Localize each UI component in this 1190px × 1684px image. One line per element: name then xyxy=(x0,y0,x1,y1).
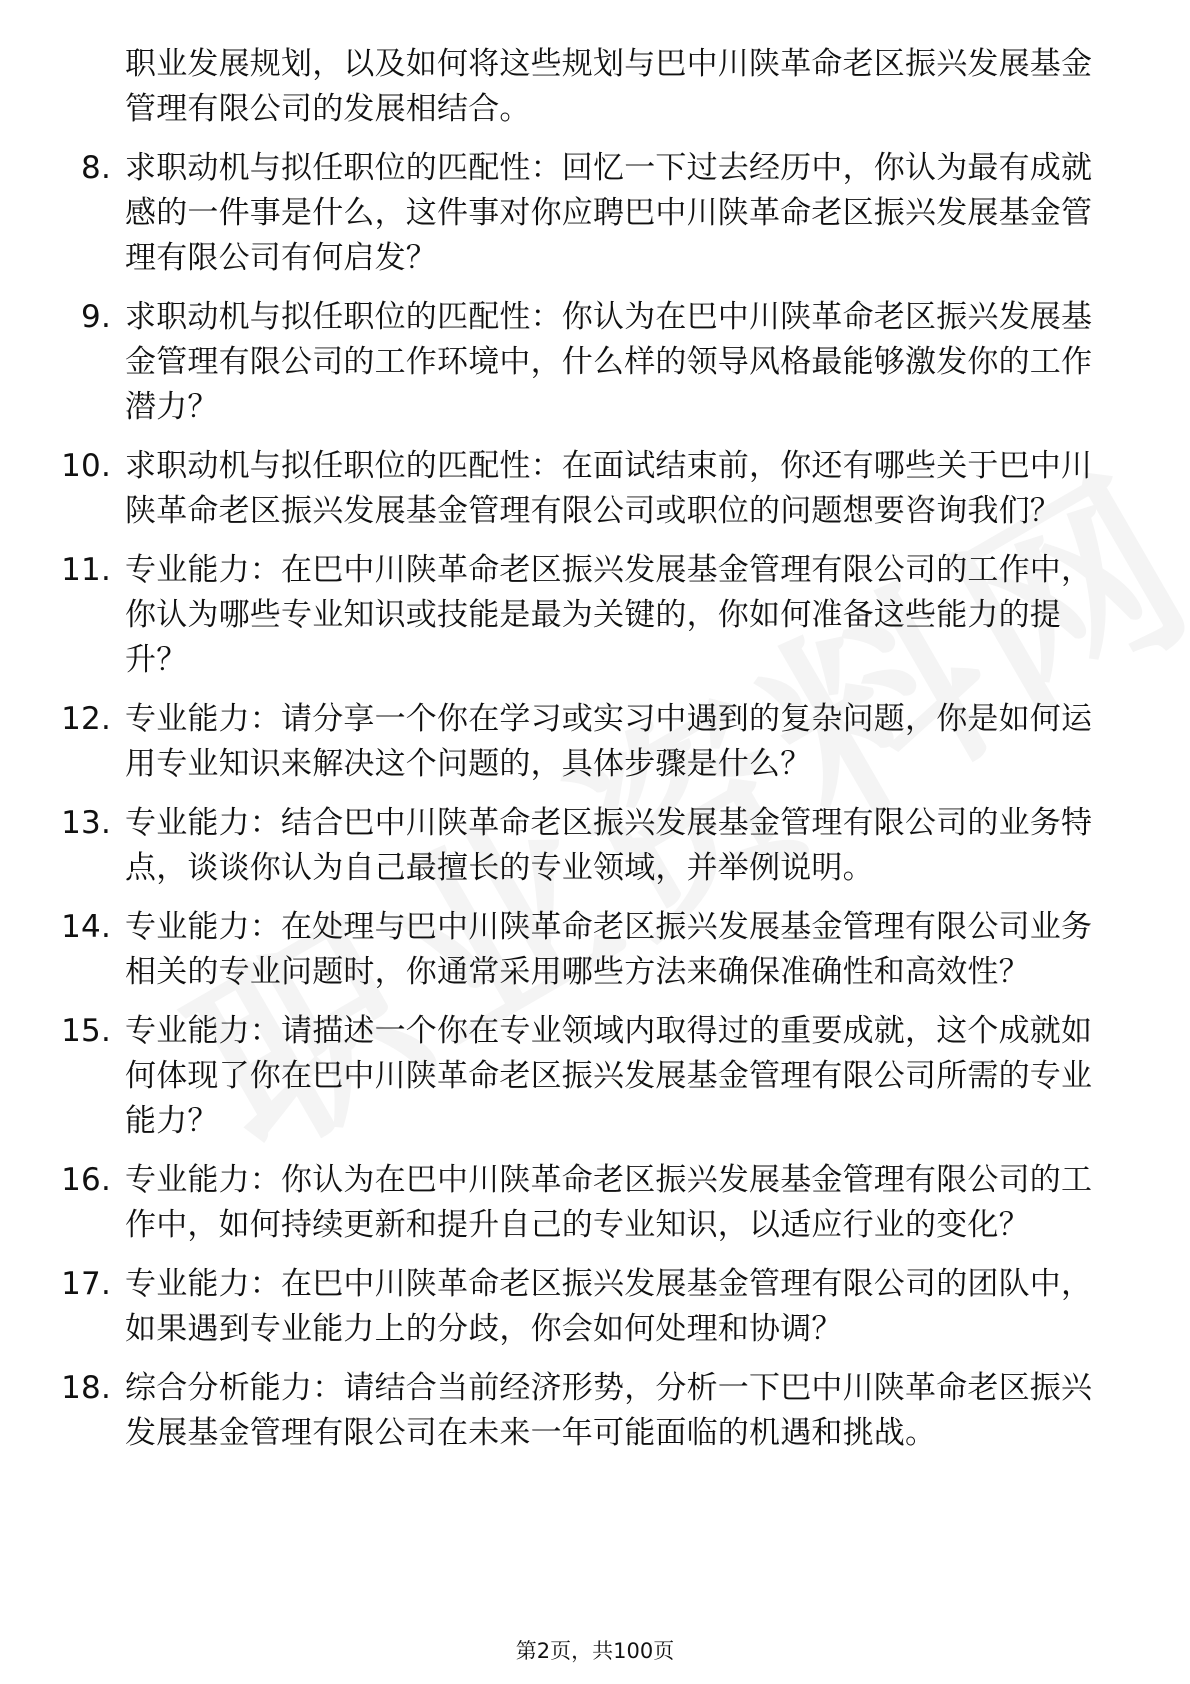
question-item xyxy=(60,1158,1120,1248)
question-number: 13. xyxy=(61,805,111,841)
question-text: 专业能力：在巴中川陕革命老区振兴发展基金管理有限公司的团队中，如果遇到专业能力上的分歧，你会如何处理和协调？ xyxy=(125,1266,1093,1347)
question-text: 综合分析能力：请结合当前经济形势，分析一下巴中川陕革命老区振兴发展基金管理有限公司在未来一年可能面临的机遇和挑战。 xyxy=(125,1370,1093,1451)
question-item xyxy=(60,1366,1120,1456)
question-number: 15. xyxy=(61,1013,111,1049)
question-text: 专业能力：在巴中川陕革命老区振兴发展基金管理有限公司的工作中，你认为哪些专业知识或技能是最为关键的，你如何准备这些能力的提升？ xyxy=(125,552,1093,678)
question-text: 专业能力：在处理与巴中川陕革命老区振兴发展基金管理有限公司业务相关的专业问题时，你通常采用哪些方法来确保准确性和高效性？ xyxy=(125,909,1093,990)
question-item xyxy=(60,444,1120,534)
question-number: 17. xyxy=(61,1266,111,1302)
question-number: 9. xyxy=(81,299,111,335)
question-text: 专业能力：结合巴中川陕革命老区振兴发展基金管理有限公司的业务特点，谈谈你认为自己最擅长的专业领域，并举例说明。 xyxy=(125,805,1093,886)
question-item xyxy=(60,146,1120,281)
intro-paragraph: 职业发展规划，以及如何将这些规划与巴中川陕革命老区振兴发展基金管理有限公司的发展相结合。 xyxy=(125,46,1093,127)
question-number: 8. xyxy=(81,150,111,186)
question-text: 专业能力：请分享一个你在学习或实习中遇到的复杂问题，你是如何运用专业知识来解决这个问题的，具体步骤是什么？ xyxy=(125,701,1093,782)
question-item xyxy=(60,1262,1120,1352)
question-item xyxy=(60,1009,1120,1144)
question-item xyxy=(60,697,1120,787)
question-number: 18. xyxy=(61,1370,111,1406)
question-item xyxy=(60,905,1120,995)
question-text: 求职动机与拟任职位的匹配性：回忆一下过去经历中，你认为最有成就感的一件事是什么，这件事对你应聘巴中川陕革命老区振兴发展基金管理有限公司有何启发？ xyxy=(125,150,1093,276)
question-text: 求职动机与拟任职位的匹配性：你认为在巴中川陕革命老区振兴发展基金管理有限公司的工作环境中，什么样的领导风格最能够激发你的工作潜力？ xyxy=(125,299,1093,425)
question-item xyxy=(60,548,1120,683)
question-number: 12. xyxy=(61,701,111,737)
question-text: 求职动机与拟任职位的匹配性：在面试结束前，你还有哪些关于巴中川陕革命老区振兴发展基金管理有限公司或职位的问题想要咨询我们？ xyxy=(125,448,1093,529)
question-text: 专业能力：你认为在巴中川陕革命老区振兴发展基金管理有限公司的工作中，如何持续更新和提升自己的专业知识，以适应行业的变化？ xyxy=(125,1162,1093,1243)
question-number: 10. xyxy=(61,448,111,484)
question-number: 16. xyxy=(61,1162,111,1198)
question-text: 专业能力：请描述一个你在专业领域内取得过的重要成就，这个成就如何体现了你在巴中川陕革命老区振兴发展基金管理有限公司所需的专业能力？ xyxy=(125,1013,1093,1139)
question-number: 11. xyxy=(61,552,111,588)
question-number: 14. xyxy=(61,909,111,945)
page-number: 第2页，共100页 xyxy=(515,1639,675,1663)
question-list xyxy=(60,42,1120,1470)
question-item xyxy=(60,295,1120,430)
question-item xyxy=(60,801,1120,891)
